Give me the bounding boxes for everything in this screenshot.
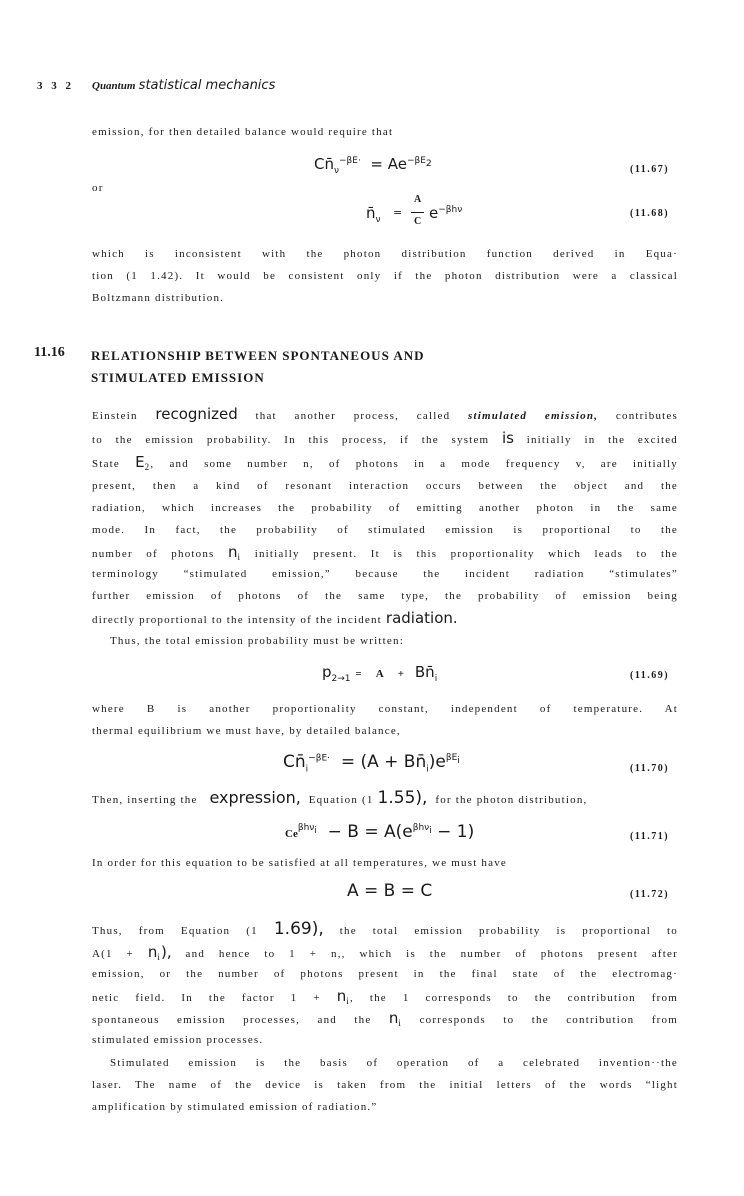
paragraph-2-line-2: tion (1 1.42). It would be consistent only if the photon distribution were a classical <box>92 270 678 282</box>
paragraph-3-line-10: directly proportional to the intensity of the incident radiation. <box>92 609 458 627</box>
paragraph-2-line-3: Boltzmann distribution. <box>92 292 225 304</box>
header-title-bold: Quantum <box>92 80 136 92</box>
equation-11-69: $p_{2\to 1} = A$ + $Bn̄_i$ <box>322 663 438 684</box>
equation-number-11-68: (11.68) <box>630 208 670 219</box>
paragraph-3-line-1: Einstein recognized that another process, called stimulated emission, contributes <box>92 405 678 423</box>
paragraph-8-line-5: spontaneous emission processes, and the $n_i$ corresponds to the contribution from <box>92 1009 678 1029</box>
paragraph-8-line-2: $A(1 + n_i)$, and hence to 1 + n,, which is the number of photons present after <box>92 943 678 963</box>
paragraph-8-line-6: stimulated emission processes. <box>92 1034 264 1046</box>
running-header <box>92 77 275 93</box>
paragraph-3-line-4: present, then a kind of resonant interaction occurs between the object and the <box>92 480 678 492</box>
equation-11-67: $Cn̄_\nu^{-\beta E\cdot} = Ae^{-\beta E_2}$ <box>314 155 432 176</box>
header-title-rest: statistical mechanics <box>138 78 276 93</box>
paragraph-3-line-2: to the emission probability. In this process, if the system is initially in the excited <box>92 429 679 447</box>
equation-11-70: $Cn̄_i^{-\beta E\cdot} = (A$ + $Bn̄_i)e^{\beta E_i}$ <box>283 752 460 775</box>
paragraph-3-line-5: radiation, which increases the probability of emitting another photon in the same <box>92 502 678 514</box>
paragraph-5-line-1: where B is another proportionality constant, independent of temperature. At <box>92 703 678 715</box>
paragraph-7: In order for this equation to be satisfied at all temperatures, we must have <box>92 857 507 869</box>
equation-number-11-69: (11.69) <box>630 670 670 681</box>
paragraph-9-line-2: laser. The name of the device is taken from the initial letters of the words “light <box>92 1079 678 1091</box>
section-number: 11.16 <box>34 345 65 360</box>
paragraph-1: emission, for then detailed balance would require that <box>92 126 394 138</box>
paragraph-3-line-7: number of photons $n_i$ initially present. It is this proportionality which leads to the <box>92 543 678 563</box>
or-word: or <box>92 182 104 194</box>
paragraph-3-line-6: mode. In fact, the probability of stimulated emission is proportional to the <box>92 524 678 536</box>
equation-11-72: A = B = C <box>347 881 433 901</box>
paragraph-4: Thus, the total emission probability must be written: <box>110 635 404 647</box>
equation-number-11-71: (11.71) <box>630 831 670 842</box>
page-number: 3 3 2 <box>37 80 74 92</box>
paragraph-5-line-2: thermal equilibrium we must have, by detailed balance, <box>92 725 401 737</box>
paragraph-9-line-3: amplification by stimulated emission of radiation.” <box>92 1101 378 1113</box>
paragraph-9-line-1: Stimulated emission is the basis of operation of a celebrated invention··the <box>110 1057 678 1069</box>
equation-11-71: $Ce^{\beta h\nu_i} - B = A(e^{\beta h\nu_i} - 1)$ <box>285 822 475 842</box>
equation-number-11-67: (11.67) <box>630 164 670 175</box>
paragraph-8-line-3: emission, or the number of photons present in the final state of the electromag· <box>92 968 678 980</box>
paragraph-8-line-1: Thus, from Equation (1 1.69), the total emission probability is proportional to <box>92 919 679 939</box>
equation-number-11-72: (11.72) <box>630 889 670 900</box>
section-title: RELATIONSHIP BETWEEN SPONTANEOUS AND STIMULATED EMISSION <box>91 348 425 385</box>
paragraph-3-line-3: State $E_2$, and some number n, of photons in a mode frequency v, are initially <box>92 453 678 473</box>
paragraph-3-line-9: further emission of photons of the same type, the probability of emission being <box>92 590 678 602</box>
equation-number-11-70: (11.70) <box>630 763 670 774</box>
paragraph-2-line-1: which is inconsistent with the photon distribution function derived in Equa· <box>92 248 678 260</box>
paragraph-3-line-8: terminology “stimulated emission,” because the incident radiation “stimulates” <box>92 568 678 580</box>
paragraph-6: Then, inserting the expression, Equation (1 1.55), for the photon distribution, <box>92 788 588 808</box>
paragraph-8-line-4: netic field. In the factor $1 + n_i$, the 1 corresponds to the contribution from <box>92 987 678 1007</box>
